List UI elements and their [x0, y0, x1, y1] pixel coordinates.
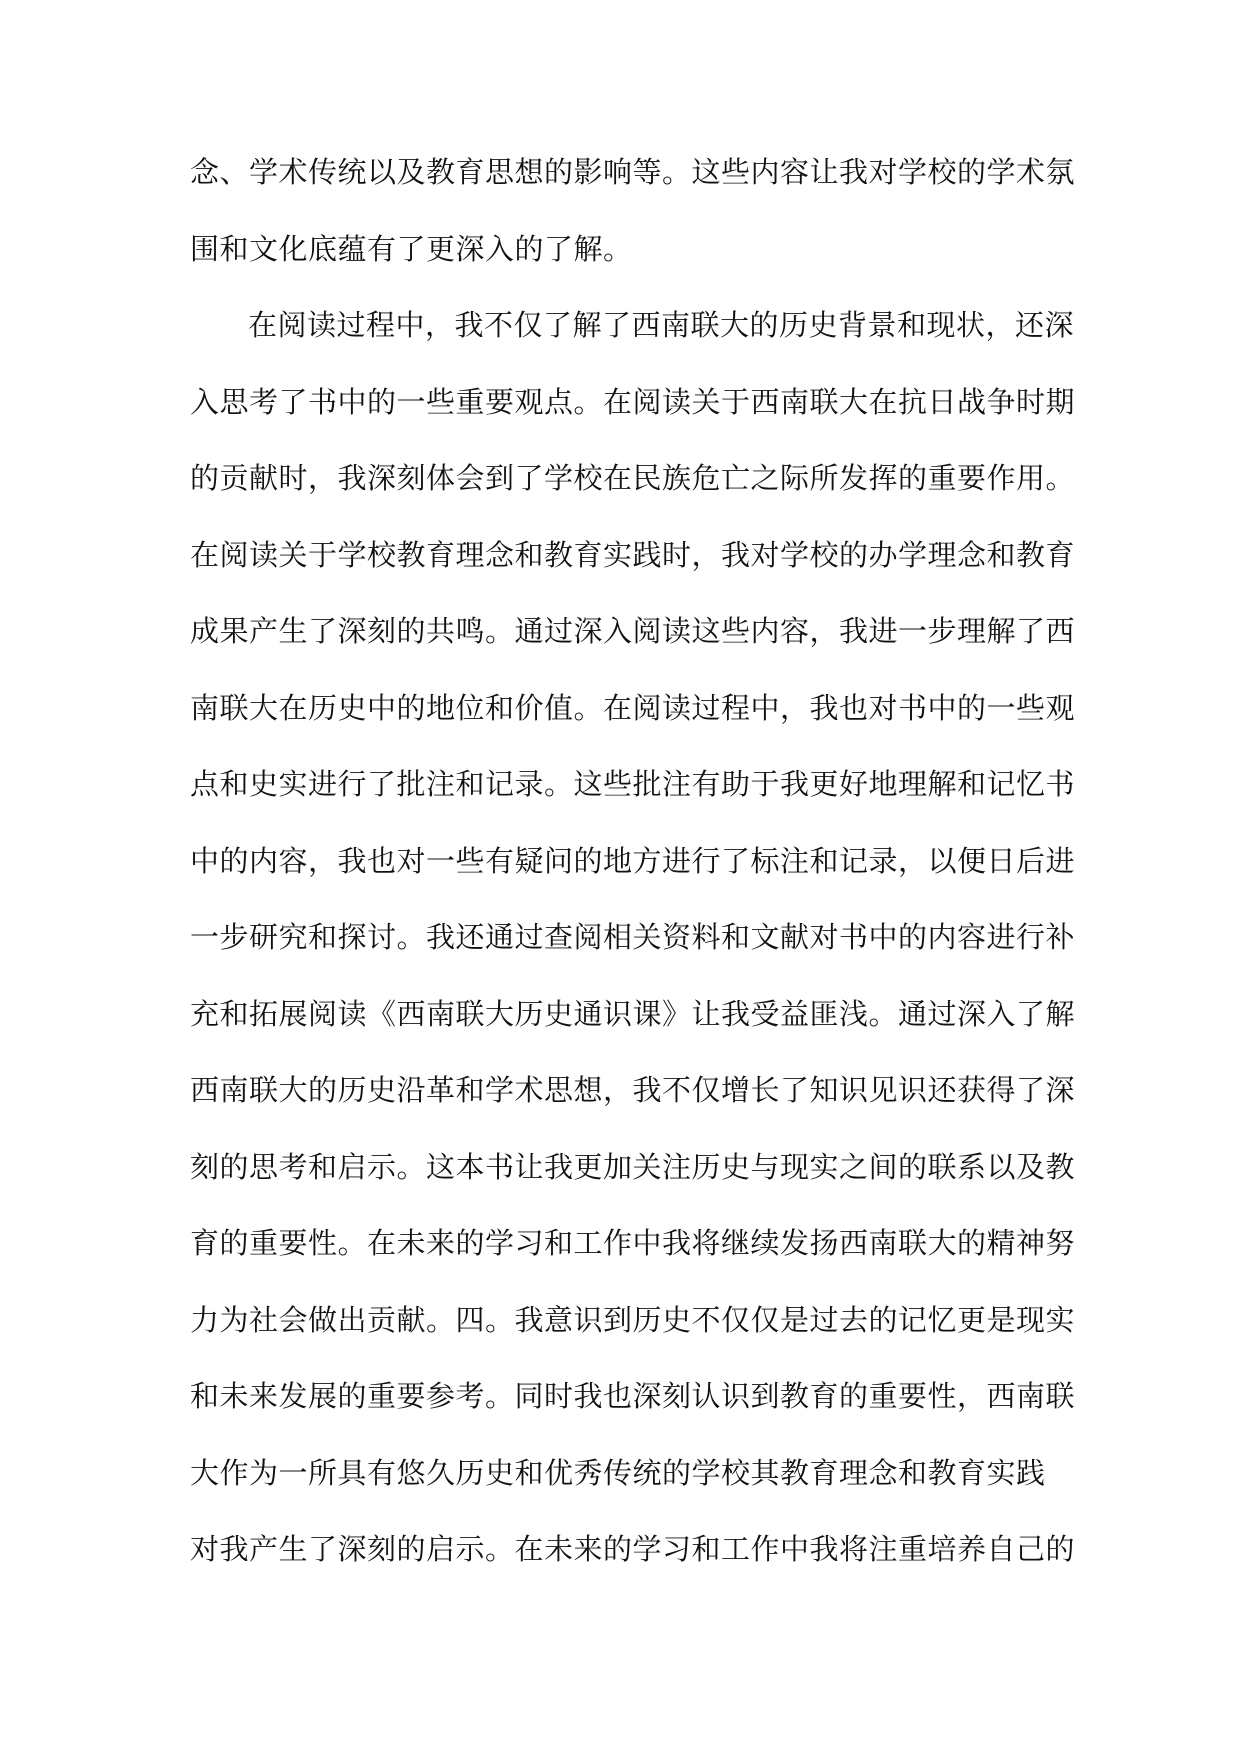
text-line: 刻的思考和启示。这本书让我更加关注历史与现实之间的联系以及教 — [190, 1149, 1076, 1184]
text-line: 入思考了书中的一些重要观点。在阅读关于西南联大在抗日战争时期 — [190, 384, 1076, 419]
text-line: 在阅读关于学校教育理念和教育实践时，我对学校的办学理念和教育 — [190, 537, 1076, 572]
text-line: 中的内容，我也对一些有疑问的地方进行了标注和记录，以便日后进 — [190, 843, 1076, 878]
text-line: 的贡献时，我深刻体会到了学校在民族危亡之际所发挥的重要作用。 — [190, 461, 1076, 495]
paragraph-first-line: 在阅读过程中，我不仅了解了西南联大的历史背景和现状，还深 — [248, 308, 1075, 342]
text-line: 围和文化底蕴有了更深入的了解。 — [190, 231, 633, 266]
text-line: 育的重要性。在未来的学习和工作中我将继续发扬西南联大的精神努 — [190, 1226, 1076, 1260]
text-line: 点和史实进行了批注和记录。这些批注有助于我更好地理解和记忆书 — [190, 767, 1076, 801]
text-line: 西南联大的历史沿革和学术思想，我不仅增长了知识见识还获得了深 — [190, 1073, 1076, 1107]
text-line: 充和拓展阅读《西南联大历史通识课》让我受益匪浅。通过深入了解 — [190, 996, 1076, 1031]
text-line: 念、学术传统以及教育思想的影响等。这些内容让我对学校的学术氛 — [190, 155, 1076, 189]
text-line: 大作为一所具有悠久历史和优秀传统的学校其教育理念和教育实践 — [190, 1455, 1046, 1490]
body-text — [190, 148, 1076, 1602]
text-line: 南联大在历史中的地位和价值。在阅读过程中，我也对书中的一些观 — [190, 690, 1076, 725]
text-line: 对我产生了深刻的启示。在未来的学习和工作中我将注重培养自己的 — [190, 1532, 1076, 1566]
text-line: 力为社会做出贡献。四。我意识到历史不仅仅是过去的记忆更是现实 — [190, 1302, 1076, 1337]
text-line: 和未来发展的重要参考。同时我也深刻认识到教育的重要性，西南联 — [190, 1379, 1076, 1413]
text-line: 成果产生了深刻的共鸣。通过深入阅读这些内容，我进一步理解了西 — [190, 614, 1076, 648]
text-line: 一步研究和探讨。我还通过查阅相关资料和文献对书中的内容进行补 — [190, 920, 1076, 954]
